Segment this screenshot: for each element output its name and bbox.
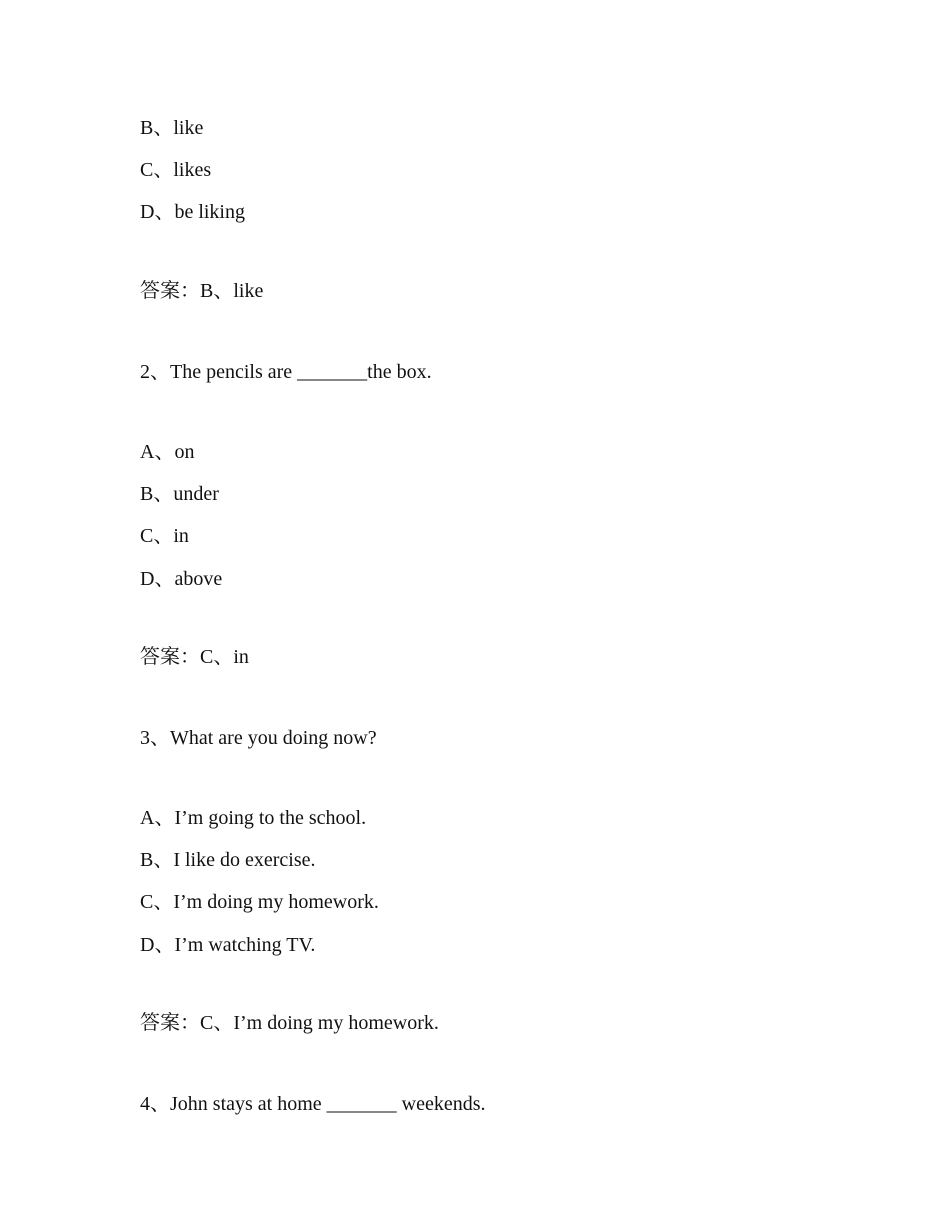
q1-option-d: D、be liking [140,201,245,223]
q1-option-b: B、like [140,117,204,139]
q2-option-a: A、on [140,441,195,463]
q2-question: 2、The pencils are _______the box. [140,361,432,383]
q3-option-b: B、I like do exercise. [140,849,316,871]
q3-option-a: A、I’m going to the school. [140,807,367,829]
q3-option-d: D、I’m watching TV. [140,934,316,956]
q2-option-d: D、above [140,568,223,590]
q1-answer: 答案：B、like [140,280,264,302]
q2-option-b: B、under [140,483,219,505]
q3-question: 3、What are you doing now? [140,727,377,749]
q1-option-c: C、likes [140,159,212,181]
q4-question: 4、John stays at home _______ weekends. [140,1093,486,1115]
q3-option-c: C、I’m doing my homework. [140,891,379,913]
q2-answer: 答案：C、in [140,646,249,668]
q2-option-c: C、in [140,525,189,547]
q3-answer: 答案：C、I’m doing my homework. [140,1012,439,1034]
